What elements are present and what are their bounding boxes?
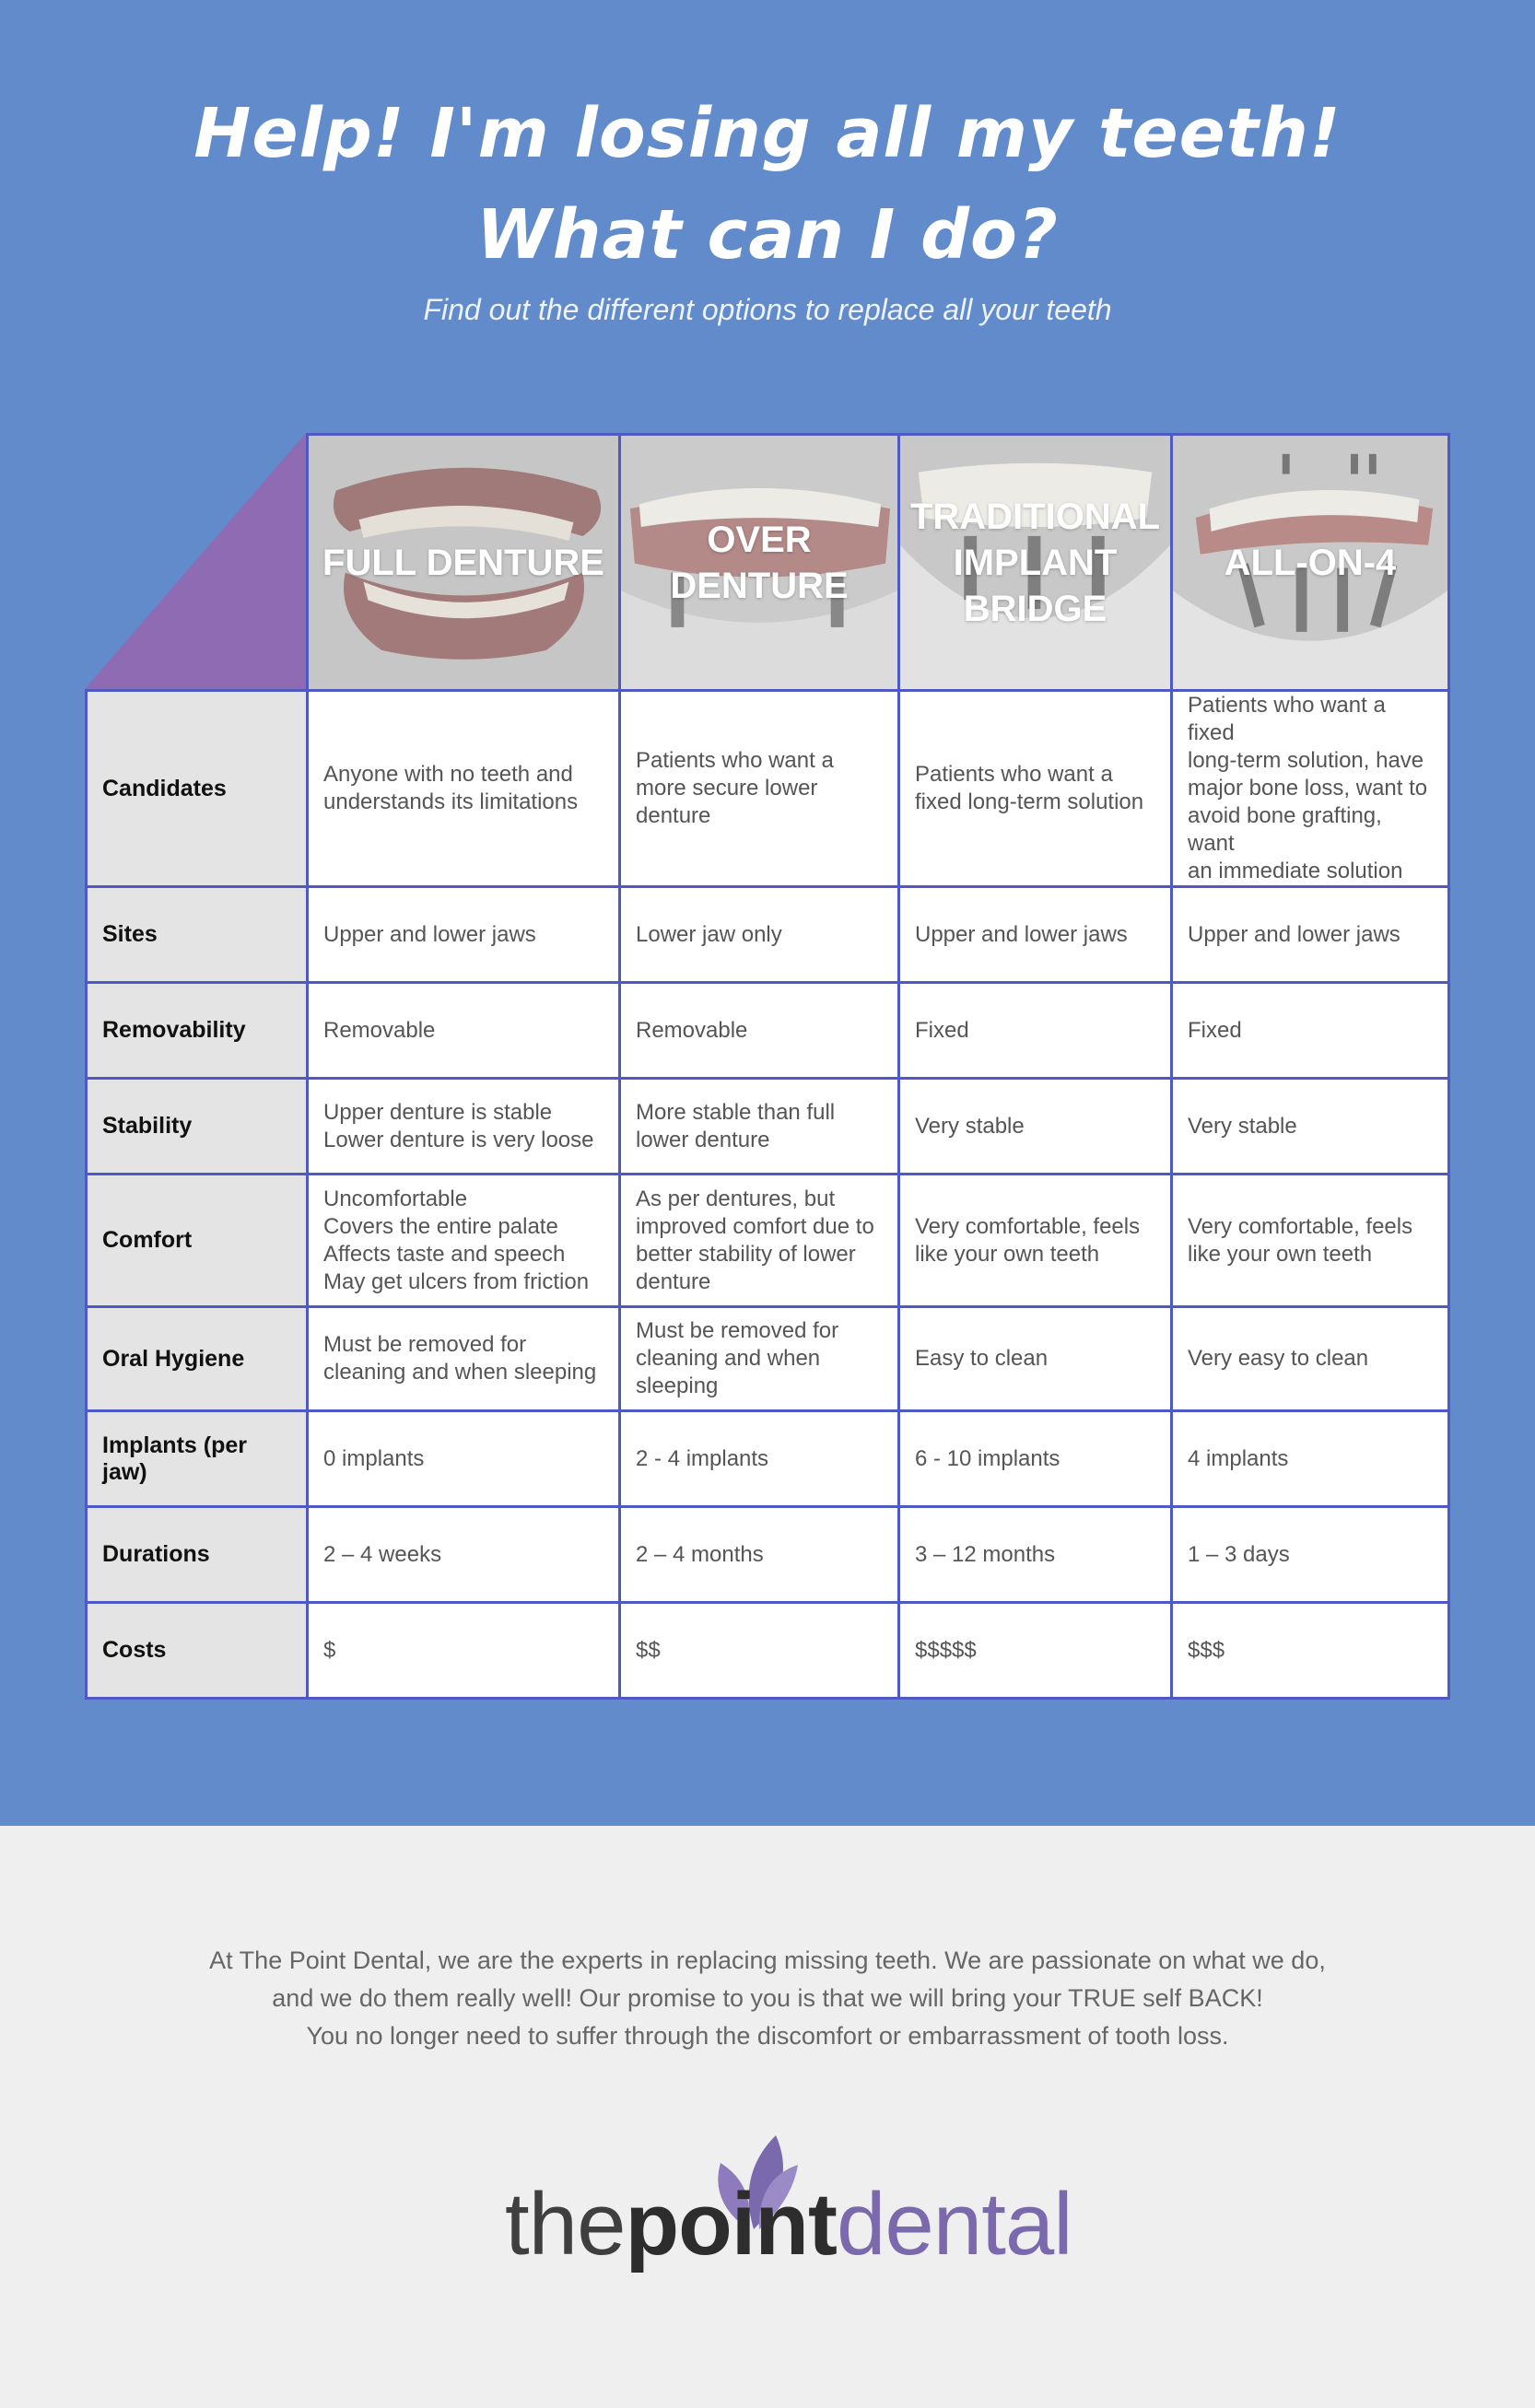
table-cell: $ <box>308 1603 620 1699</box>
table-cell: More stable than full lower denture <box>620 1079 899 1175</box>
table-row <box>87 1079 1449 1175</box>
page-title <box>0 83 1535 286</box>
table-cell: 1 – 3 days <box>1172 1507 1449 1603</box>
page-subtitle: Find out the different options to replace all your teeth <box>423 293 1112 326</box>
table-cell: 6 - 10 implants <box>899 1411 1172 1507</box>
brand-logo <box>505 2174 1072 2275</box>
table-cell: $$$ <box>1172 1603 1449 1699</box>
table-cell: 2 - 4 implants <box>620 1411 899 1507</box>
table-cell: Very comfortable, feels like your own teeth <box>899 1175 1172 1307</box>
table-cell: 2 – 4 weeks <box>308 1507 620 1603</box>
row-label-comfort: Comfort <box>87 1175 308 1307</box>
table-row <box>87 691 1449 887</box>
table-cell: Removable <box>308 983 620 1079</box>
table-cell: 4 implants <box>1172 1411 1449 1507</box>
title-line-2: What can I do? <box>476 195 1059 275</box>
row-label-oral-hygiene: Oral Hygiene <box>87 1307 308 1411</box>
table-cell: Fixed <box>899 983 1172 1079</box>
table-cell: 0 implants <box>308 1411 620 1507</box>
table-cell: Upper denture is stable Lower denture is very loose <box>308 1079 620 1175</box>
column-over-denture <box>620 435 899 691</box>
row-label-removability: Removability <box>87 983 308 1079</box>
table-row <box>87 1307 1449 1411</box>
table-row <box>87 1411 1449 1507</box>
table-cell: $$$$$ <box>899 1603 1172 1699</box>
table-row <box>87 1175 1449 1307</box>
table-cell: Patients who want a more secure lower denture <box>620 691 899 887</box>
title-line-1: Help! I'm losing all my teeth! <box>193 94 1342 173</box>
corner-cell <box>87 435 308 691</box>
table-cell: 2 – 4 months <box>620 1507 899 1603</box>
table-header-row <box>87 435 1449 691</box>
table-row <box>87 983 1449 1079</box>
row-label-sites: Sites <box>87 887 308 983</box>
logo-word-dental: dental <box>837 2175 1072 2274</box>
over-denture-label: OVER DENTURE <box>670 519 849 606</box>
all-on-4-label: ALL-ON-4 <box>1224 542 1397 583</box>
table-cell: Fixed <box>1172 983 1449 1079</box>
table-cell: Upper and lower jaws <box>1172 887 1449 983</box>
table-cell: Easy to clean <box>899 1307 1172 1411</box>
logo-word-the: the <box>505 2175 626 2274</box>
table-row <box>87 887 1449 983</box>
table-cell: Very stable <box>899 1079 1172 1175</box>
logo-word-point: point <box>625 2175 838 2274</box>
table-cell: Very comfortable, feels like your own teeth <box>1172 1175 1449 1307</box>
table-cell: Must be removed for cleaning and when sleeping <box>620 1307 899 1411</box>
comparison-table <box>85 433 1450 1700</box>
implant-bridge-label: TRADITIONAL IMPLANT BRIDGE <box>909 496 1161 629</box>
row-label-durations: Durations <box>87 1507 308 1603</box>
table-cell: Patients who want a fixed long-term solution, have major bone loss, want to avoid bone grafting, want an immediate solution <box>1172 691 1449 887</box>
column-full-denture <box>308 435 620 691</box>
table-cell: Must be removed for cleaning and when sleeping <box>308 1307 620 1411</box>
table-cell: Upper and lower jaws <box>308 887 620 983</box>
column-all-on-4 <box>1172 435 1449 691</box>
table-cell: As per dentures, but improved comfort due to better stability of lower denture <box>620 1175 899 1307</box>
table-cell: Patients who want a fixed long-term solution <box>899 691 1172 887</box>
footer-text <box>0 1942 1535 2055</box>
footer-line-3: You no longer need to suffer through the discomfort or embarrassment of tooth loss. <box>306 2022 1229 2050</box>
row-label-candidates: Candidates <box>87 691 308 887</box>
column-traditional-implant-bridge <box>899 435 1172 691</box>
row-label-implants: Implants (per jaw) <box>87 1411 308 1507</box>
row-label-costs: Costs <box>87 1603 308 1699</box>
table-cell: $$ <box>620 1603 899 1699</box>
table-cell: Anyone with no teeth and understands its limitations <box>308 691 620 887</box>
table-row <box>87 1603 1449 1699</box>
footer-line-1: At The Point Dental, we are the experts in replacing missing teeth. We are passionate on what we do, <box>209 1946 1326 1974</box>
table-cell: Upper and lower jaws <box>899 887 1172 983</box>
table-cell: Removable <box>620 983 899 1079</box>
table-cell: Lower jaw only <box>620 887 899 983</box>
table-cell: Uncomfortable Covers the entire palate Affects taste and speech May get ulcers from friction <box>308 1175 620 1307</box>
full-denture-label: FULL DENTURE <box>322 542 604 583</box>
table-cell: Very easy to clean <box>1172 1307 1449 1411</box>
table-row <box>87 1507 1449 1603</box>
row-label-stability: Stability <box>87 1079 308 1175</box>
table-cell: 3 – 12 months <box>899 1507 1172 1603</box>
table-cell: Very stable <box>1172 1079 1449 1175</box>
footer-line-2: and we do them really well! Our promise to you is that we will bring your TRUE self BACK! <box>272 1984 1263 2012</box>
